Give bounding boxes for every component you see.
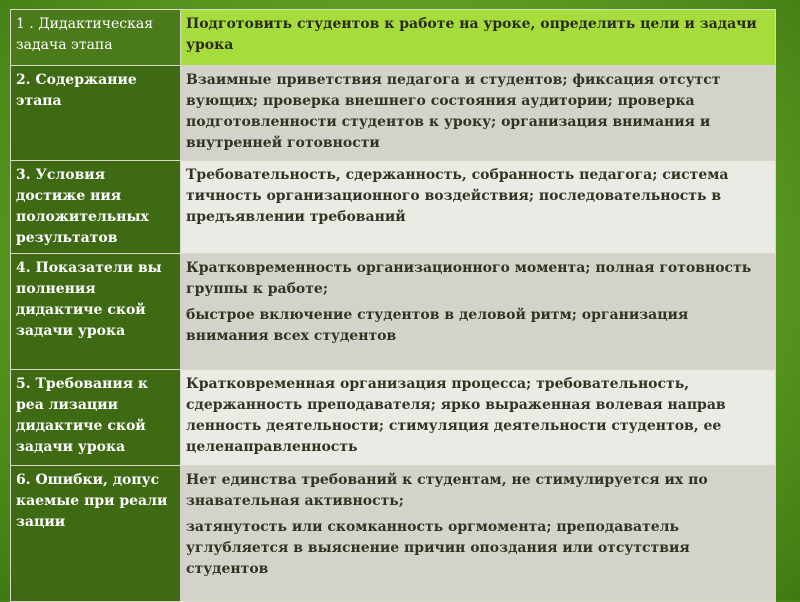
row-content-text: затянутость или скомканность оргмомента; преподаватель углубляется в выяснение причин опоздания или отсутствия студентов — [186, 519, 690, 577]
table-row — [11, 66, 776, 161]
row-content-text: Подготовить студентов к работе на уроке, определить цели и задачи урока — [186, 16, 757, 53]
table-row — [11, 370, 776, 466]
row-label: 3. Условия достиже ния положительных результатов — [11, 161, 181, 254]
table-row — [11, 10, 776, 66]
row-content-text: Кратковременность организационного момента; полная готовность группы к работе; — [186, 260, 752, 297]
row-content — [181, 466, 776, 602]
row-content-text: быстрое включение студентов в деловой ритм; организация внимания всех студентов — [186, 307, 689, 344]
row-content-text: Взаимные приветствия педагога и студентов; фиксация отсутст вующих; проверка внешнего состояния аудитории; проверка подготовленности студентов к уроку; организация внимания и внутренней готовности — [186, 72, 721, 151]
row-content — [181, 66, 776, 161]
row-label: 2. Содержание этапа — [11, 66, 181, 161]
row-content-text: Требовательность, сдержанность, собранность педагога; система тичность организационного воздействия; последовательность в предъявлении требований — [186, 167, 729, 225]
row-content — [181, 254, 776, 370]
didactic-stage-table — [10, 9, 776, 602]
table-row — [11, 161, 776, 254]
row-content-text: Нет единства требований к студентам, не стимулируется их по знавательная активность; — [186, 472, 708, 509]
row-label: 4. Показатели вы полнения дидактиче ской задачи урока — [11, 254, 181, 370]
row-content — [181, 161, 776, 254]
row-label: 6. Ошибки, допус каемые при реали зации — [11, 466, 181, 602]
row-label: 5. Требования к реа лизации дидактиче ской задачи урока — [11, 370, 181, 466]
row-content — [181, 10, 776, 66]
table-row — [11, 254, 776, 370]
table-row — [11, 466, 776, 602]
row-label: 1 . Дидактическая задача этапа — [11, 10, 181, 66]
row-content — [181, 370, 776, 466]
row-content-text: Кратковременная организация процесса; требовательность, сдержанность преподавателя; ярко выраженная волевая направ ленность деятельности; стимуляция деятельности студентов, ее целенаправленность — [186, 376, 726, 455]
